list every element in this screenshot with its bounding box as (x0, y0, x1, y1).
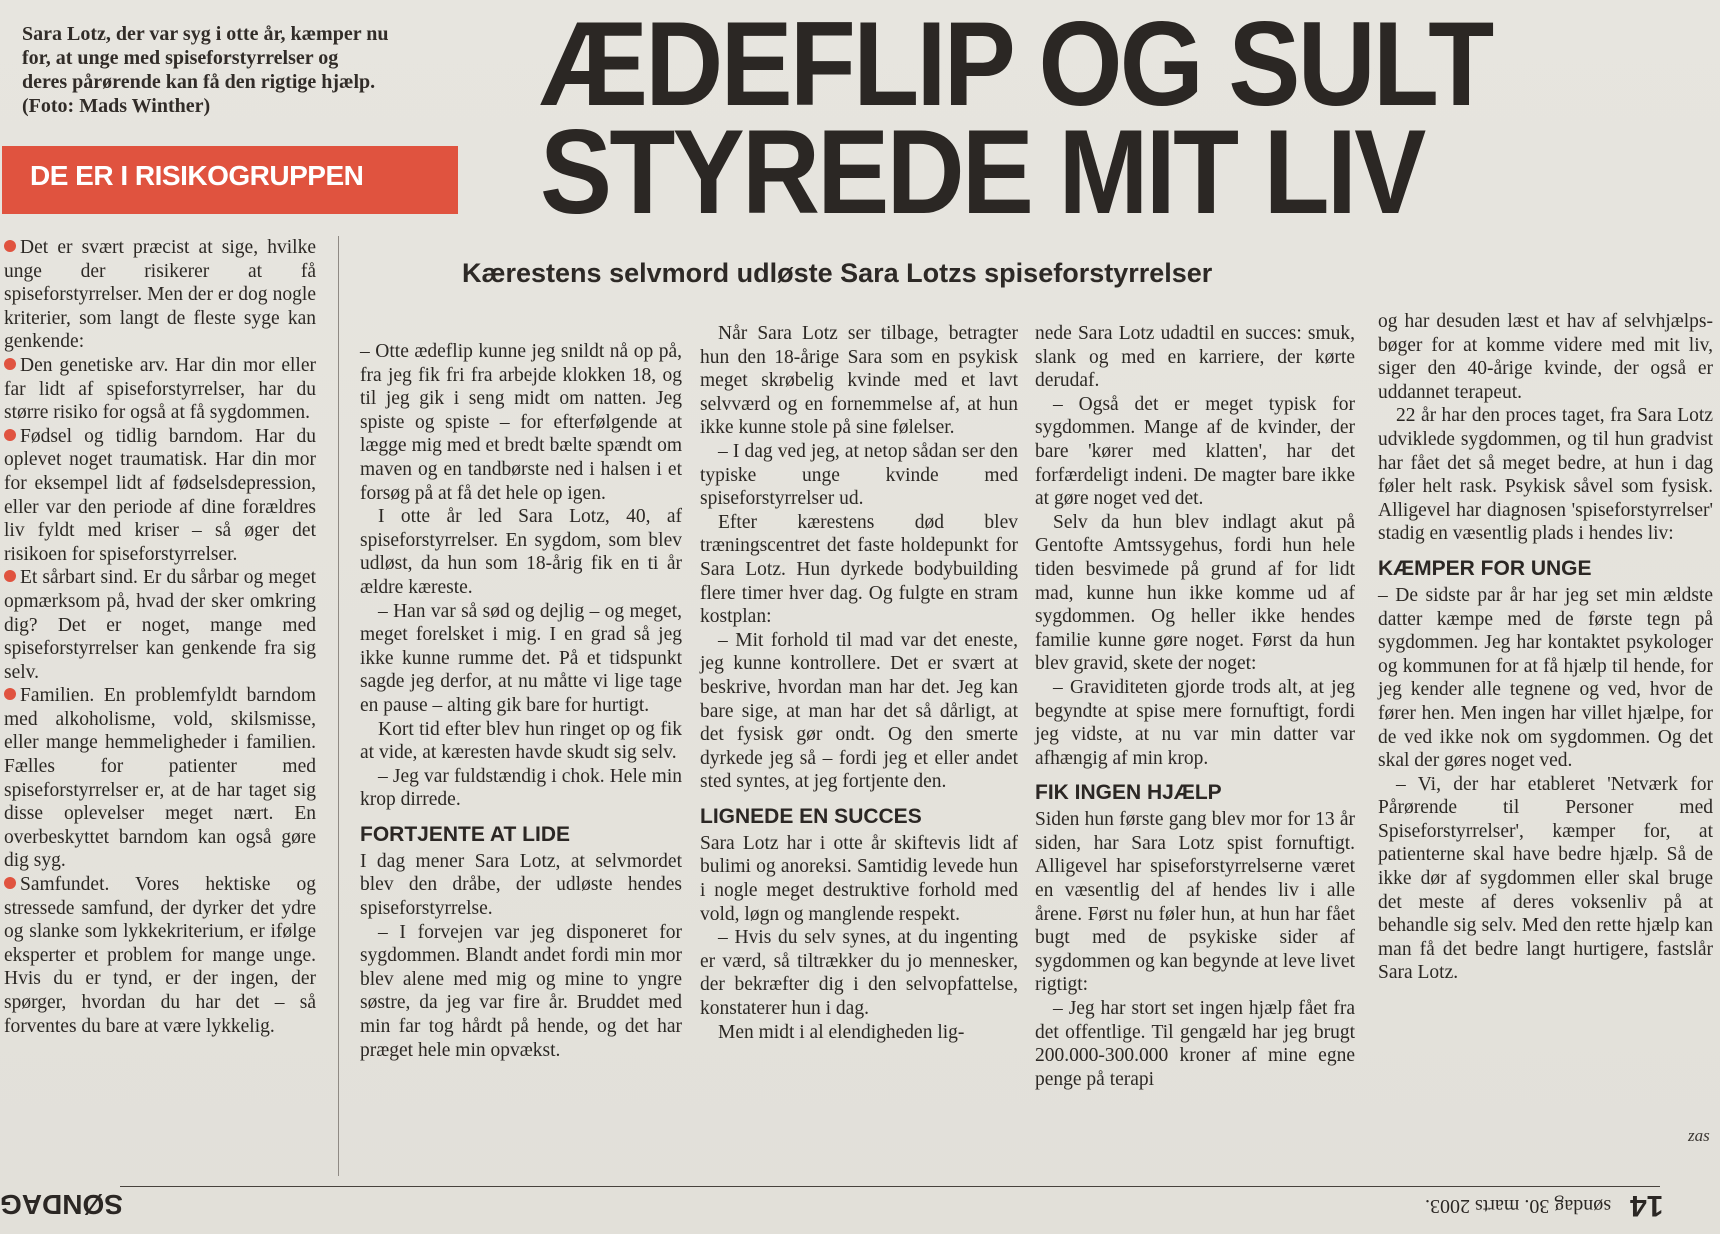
bullet-icon (4, 358, 16, 370)
paragraph: – Også det er meget typisk for sygdommen. Mange af de kvinder, der bare 'kører med klatten', har det forfærdeligt indeni. De magter bare ikke at gøre noget ved det. (1035, 393, 1355, 510)
risk-intro: Det er svært præcist at sige, hvilke unge der risikerer at få spiseforstyrrelser. Men der er dog nogle kriterier, som langt de fleste syge kan genkende: (4, 237, 316, 353)
paragraph: I dag mener Sara Lotz, at selvmordet blev den dråbe, der udløste hendes spiseforstyrrelse. (360, 850, 682, 920)
bullet-icon (4, 877, 16, 889)
paragraph: Kort tid efter blev hun ringet op og fik at vide, at kæresten havde skudt sig selv. (360, 718, 682, 764)
caption-line: (Foto: Mads Winther) (22, 95, 211, 117)
headline-line-2: STYREDE MIT LIV (540, 105, 1424, 239)
section-heading: FIK INGEN HJÆLP (1035, 781, 1222, 805)
author-signature: zas (1688, 1126, 1710, 1145)
paragraph: – Graviditeten gjorde trods alt, at jeg begyndte at spise mere fornuftigt, fordi jeg vidste, at nu var min datter var afhængig af min krop. (1035, 676, 1355, 769)
paragraph: Men midt i al elendigheden lig- (718, 1021, 965, 1043)
paragraph: – Jeg har stort set ingen hjælp fået fra det offentlige. Til gengæld har jeg brugt 200.000-300.000 kroner af mine egne penge på terapi (1035, 998, 1355, 1090)
risk-group-banner (2, 146, 458, 214)
risk-item: Den genetiske arv. Har din mor eller far lidt af spiseforstyrrelser, har du større risiko for også at få sygdommen. (4, 354, 316, 424)
headline (540, 0, 1575, 239)
section-heading: KÆMPER FOR UNGE (1378, 556, 1592, 580)
paragraph: – Mit forhold til mad var det eneste, jeg kunne kontrollere. Det er svært at beskrive, hvordan man har det. Jeg kan bare sige, at man har det så dårligt, at det fysisk gør ondt. Og den smerte dyrkede jeg så – fordi jeg et eller andet sted syntes, at jeg fortjente den. (700, 629, 1018, 793)
risk-item: Familien. En problemfyldt barndom med alkoholisme, vold, skilsmisse, eller mange hemmeligheder i familien. Fælles for patienter med spiseforstyrrelser er, at de har taget sig disse oplevelser meget nært. En overbeskyttet barndom kan også gøre dig syg. (4, 685, 316, 872)
paragraph: – Hvis du selv synes, at du ingenting er værd, så tiltrækker du jo mennesker, der bekræfter dig i den selvopfattelse, konstaterer hun i dag. (700, 927, 1018, 1020)
caption-line: deres pårørende kan få den rigtige hjælp. (22, 71, 376, 93)
page-number: 14 (1630, 1189, 1664, 1222)
footer-date: søndag 30. marts 2003. (1425, 1195, 1612, 1217)
column-risk-group (4, 236, 316, 1038)
paragraph: Når Sara Lotz ser tilbage, betragter hun den 18-årige Sara som en psykisk meget skrøbelig kvinde med et lavt selvværd og en fornemmelse af, at hun ikke kunne stole på sine følelser. (700, 323, 1018, 439)
paragraph: og har desuden læst et hav af selvhjælps-bøger for at komme videre med mit liv, siger den 40-årige kvinde, der også er uddannet terapeut. (1378, 311, 1713, 403)
paragraph: Selv da hun blev indlagt akut på Gentofte Amtssygehus, fordi hun hele tiden besvimede på grund af for lidt mad, kunne hun ikke komme ud af sygdommen. Og heller ikke hendes familie kunne gøre noget. Først da hun blev gravid, skete der noget: (1035, 511, 1355, 675)
paragraph: Efter kærestens død blev træningscentret det faste holdepunkt for Sara Lotz. Hun dyrkede bodybuilding flere timer hver dag. Og fulgte en stram kostplan: (700, 511, 1018, 628)
article-column-5 (1378, 310, 1713, 985)
paragraph: – De sidste par år har jeg set min ældste datter kæmpe med de første tegn på sygdommen. Jeg har kontaktet psykologer og kommunen for at få hjælp til hende, for jeg kender alle tegnene og ved, hvor de fører hen. Men ingen har villet hjælpe, for de ved ikke nok om sygdommen. Og det skal der gøres noget ved. (1378, 584, 1713, 772)
column-divider (338, 236, 339, 1176)
paragraph: Siden hun første gang blev mor for 13 år siden, har Sara Lotz spist fornuftigt. Alligevel har spiseforstyrrelserne været en væsentlig del af hendes liv i alle årene. Først nu føler hun, at hun har fået bugt med de psykiske sider af sygdommen og kan begynde at leve livet rigtigt: (1035, 809, 1355, 996)
article-column-3 (700, 322, 1018, 1044)
subheadline: Kærestens selvmord udløste Sara Lotzs spiseforstyrrelser (462, 258, 1213, 288)
paragraph: I otte år led Sara Lotz, 40, af spiseforstyrrelser. En sygdom, som blev udløst, da hun som 18-årig fik en ti år ældre kæreste. (360, 506, 682, 598)
caption-line: for, at unge med spiseforstyrrelser og (22, 47, 339, 69)
paragraph: – Jeg var fuldstændig i chok. Hele min krop dirrede. (360, 765, 682, 811)
bullet-icon (4, 240, 16, 252)
bullet-icon (4, 688, 16, 700)
article-column-2 (360, 340, 682, 1062)
paragraph: – I forvejen var jeg disponeret for sygdommen. Blandt andet fordi min mor blev alene med mig og mine to yngre søstre, da jeg var fire år. Bruddet med min far tog hårdt på hende, og det har præget hele min opvækst. (360, 921, 682, 1061)
risk-item: Samfundet. Vores hektiske og stressede samfund, der dyrker det ydre og slanke som lykkekriterium, er ifølge eksperter et problem for mange unge. Hvis du er tynd, er der ingen, der spørger, hvordan du har det – så forventes du bare at være lykkelig. (4, 874, 316, 1037)
section-heading: FORTJENTE AT LIDE (360, 822, 570, 846)
paragraph: Sara Lotz har i otte år skiftevis lidt af bulimi og anoreksi. Samtidig levede hun i nogle meget destruktive forhold med vold, løgn og manglende respekt. (700, 832, 1018, 925)
bullet-icon (4, 570, 16, 582)
paragraph: – Han var så sød og dejlig – og meget, meget forelsket i mig. I en grad så jeg ikke kunne rumme det. På et tidspunkt sagde jeg derfor, at nu måtte vi lige tage en pause – alting gik bare for hurtigt. (360, 600, 682, 716)
article-column-4 (1035, 322, 1355, 1091)
paragraph: – Otte ædeflip kunne jeg snildt nå op på, fra jeg fik fri fra arbejde klokken 18, og til jeg gik i seng midt om natten. Jeg spiste og spiste – for efterfølgende at lægge mig med et bredt bælte spændt om maven og en tandbørste ned i halsen i et forsøg på at få det hele op igen. (360, 341, 682, 504)
paragraph: – I dag ved jeg, at netop sådan ser den typiske unge kvinde med spiseforstyrrelser ud. (700, 440, 1018, 510)
photo-caption (22, 22, 477, 118)
bullet-icon (4, 429, 16, 441)
risk-item: Et sårbart sind. Er du sårbar og meget opmærksom på, hvad der sker omkring dig? Det er noget, mange med spiseforstyrrelser kan genkende fra sig selv. (4, 567, 316, 683)
risk-item: Fødsel og tidlig barndom. Har du oplevet noget traumatisk. Har din mor for eksempel lidt af fødselsdepression, eller var den periode af dine forældres liv fyldt med kriser – så øger det risikoen for spiseforstyrrelser. (4, 425, 316, 565)
paragraph: nede Sara Lotz udadtil en succes: smuk, slank og med en karriere, der kørte derudaf. (1035, 323, 1355, 392)
caption-line: Sara Lotz, der var syg i otte år, kæmper nu (22, 23, 389, 45)
section-name: SØNDAG (0, 1189, 123, 1220)
paragraph: 22 år har den proces taget, fra Sara Lotz udviklede sygdommen, og til hun gradvist har fået det så meget bedre, at hun i dag føler helt rask. Psykisk såvel som fysisk. Alligevel har diagnosen 'spiseforstyrrelser' stadig en væsentlig plads i hendes liv: (1378, 405, 1713, 545)
page-footer (0, 1182, 1720, 1234)
section-heading: LIGNEDE EN SUCCES (700, 804, 922, 828)
footer-rule (120, 1186, 1660, 1187)
headline-line-1: ÆDEFLIP OG SULT (540, 0, 1492, 131)
banner-label: DE ER I RISIKOGRUPPEN (30, 160, 364, 191)
paragraph: – Vi, der har etableret 'Netværk for Pårørende til Personer med Spiseforstyrrelser', kæmper for, at patienterne skal have bedre hjælp. Så de ikke dør af sygdommen eller skal bruge det meste af deres voksenliv på at behandle sig selv. Med den rette hjælp kan man få det bedre langt hurtigere, fastslår Sara Lotz. (1378, 773, 1713, 984)
